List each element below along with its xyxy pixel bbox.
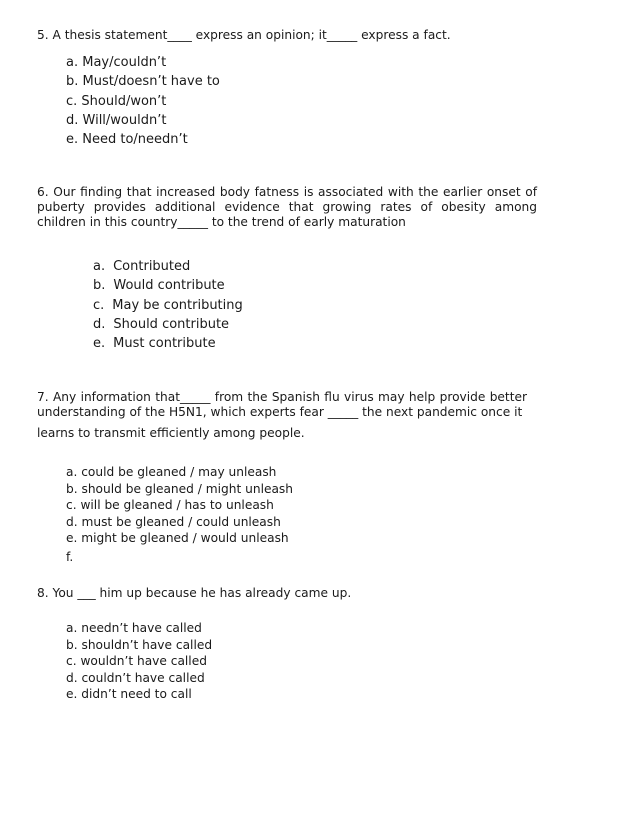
option-7b: b. should be gleaned / might unleash xyxy=(66,481,293,496)
question-6-text: 6. Our finding that increased body fatness is associated with the earlier onset of puberty provides additional evidence that growing rates of obesity among children in this country_____ to the trend of early maturation xyxy=(37,185,537,229)
option-5e: e. Need to/needn’t xyxy=(66,132,188,148)
option-8e: e. didn’t need to call xyxy=(66,687,192,701)
option-7c: c. will be gleaned / has to unleash xyxy=(66,498,274,513)
option-5c: c. Should/won’t xyxy=(66,93,167,109)
option-6b: b. Would contribute xyxy=(93,278,225,294)
option-6d: d. Should contribute xyxy=(93,316,230,332)
question-7-text-continued: learns to transmit efficiently among people. xyxy=(37,426,305,440)
option-7f: f. xyxy=(66,549,74,564)
option-6e: e. Must contribute xyxy=(93,336,216,352)
option-8b: b. shouldn’t have called xyxy=(66,637,213,652)
question-5-text: 5. A thesis statement____ express an opinion; it_____ express a fact. xyxy=(37,28,451,42)
option-8a: a. needn’t have called xyxy=(66,621,202,635)
option-5d: d. Will/wouldn’t xyxy=(66,112,167,128)
question-7-text: 7. Any information that_____ from the Spanish flu virus may help provide better understanding of the H5N1, which experts fear _____ the next pandemic once it xyxy=(37,390,527,419)
option-6a: a. Contributed xyxy=(93,259,191,274)
question-7-options xyxy=(66,464,293,566)
option-5a: a. May/couldn’t xyxy=(66,55,167,70)
option-7a: a. could be gleaned / may unleash xyxy=(66,465,277,479)
option-7d: d. must be gleaned / could unleash xyxy=(66,514,281,529)
question-8-text: 8. You ___ him up because he has already came up. xyxy=(37,586,352,600)
option-7e: e. might be gleaned / would unleash xyxy=(66,531,289,546)
option-8d: d. couldn’t have called xyxy=(66,670,205,685)
option-6c: c. May be contributing xyxy=(93,297,243,313)
option-5b: b. Must/doesn’t have to xyxy=(66,74,220,90)
question-8-options xyxy=(66,620,212,703)
option-8c: c. wouldn’t have called xyxy=(66,654,207,668)
question-6-options xyxy=(93,257,243,353)
question-5-options xyxy=(66,53,220,149)
